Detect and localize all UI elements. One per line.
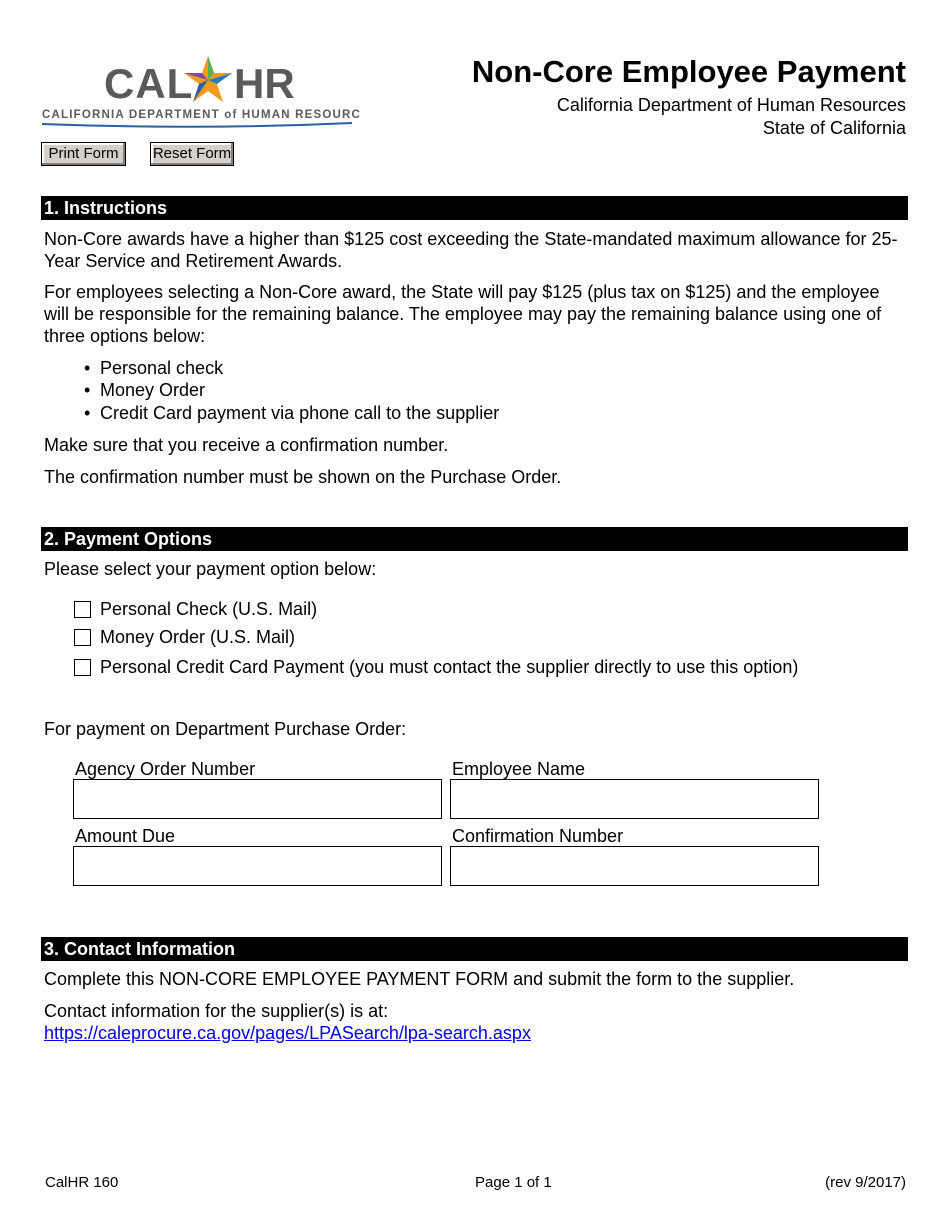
logo-cal-text: CAL bbox=[104, 60, 194, 107]
list-item-label: Personal check bbox=[100, 358, 224, 378]
contact-para-2: Contact information for the supplier(s) is at: bbox=[44, 1001, 389, 1021]
option-label: Personal Credit Card Payment (you must contact the supplier directly to use this option) bbox=[100, 657, 799, 677]
section-instructions-heading: 1. Instructions bbox=[41, 196, 908, 220]
option-money-order bbox=[74, 626, 295, 648]
list-item bbox=[84, 379, 205, 401]
payment-prompt: Please select your payment option below: bbox=[44, 559, 377, 579]
amount-due-field[interactable] bbox=[73, 846, 442, 886]
amount-due-label: Amount Due bbox=[75, 826, 176, 846]
list-item bbox=[84, 402, 499, 424]
confirmation-number-label: Confirmation Number bbox=[452, 826, 624, 846]
instructions-para-1: Non-Core awards have a higher than $125 cost exceeding the State-mandated maximum allowance for 25-Year Service and Retirement Awards. bbox=[44, 229, 898, 271]
section-contact-heading: 3. Contact Information bbox=[41, 937, 908, 961]
employee-name-label: Employee Name bbox=[452, 759, 586, 779]
personal-check-checkbox[interactable] bbox=[74, 601, 91, 618]
money-order-checkbox[interactable] bbox=[74, 629, 91, 646]
reset-form-button[interactable]: Reset Form bbox=[150, 142, 234, 166]
logo-swoosh bbox=[42, 123, 352, 127]
calhr-logo bbox=[40, 52, 360, 132]
instructions-para-4: The confirmation number must be shown on the Purchase Order. bbox=[44, 467, 562, 487]
contact-para-1: Complete this NON-CORE EMPLOYEE PAYMENT FORM and submit the form to the supplier. bbox=[44, 969, 795, 989]
section-payment-options-heading: 2. Payment Options bbox=[41, 527, 908, 551]
option-label: Personal Check (U.S. Mail) bbox=[100, 599, 318, 619]
calhr-logo-graphic bbox=[40, 52, 360, 132]
state-name: State of California bbox=[762, 118, 906, 138]
agency-order-number-field[interactable] bbox=[73, 779, 442, 819]
list-item-label: Credit Card payment via phone call to the supplier bbox=[100, 403, 500, 423]
page-number: Page 1 of 1 bbox=[475, 1174, 552, 1191]
instructions-para-3: Make sure that you receive a confirmation number. bbox=[44, 435, 449, 455]
revision: (rev 9/2017) bbox=[825, 1174, 906, 1191]
supplier-link[interactable]: https://caleprocure.ca.gov/pages/LPASearch/lpa-search.aspx bbox=[44, 1023, 531, 1043]
logo-subtext: CALIFORNIA DEPARTMENT of HUMAN RESOURCES bbox=[42, 109, 360, 121]
option-credit-card bbox=[74, 656, 798, 678]
supplier-link-row bbox=[44, 1022, 904, 1044]
credit-card-checkbox[interactable] bbox=[74, 659, 91, 676]
list-item-label: Money Order bbox=[100, 380, 206, 400]
logo-hr-text: HR bbox=[234, 60, 295, 107]
confirmation-number-field[interactable] bbox=[450, 846, 819, 886]
page-title: Non-Core Employee Payment bbox=[471, 54, 906, 89]
instructions-para-2: For employees selecting a Non-Core award, the State will pay $125 (plus tax on $125) and the employee will be responsible for the remaining balance. The employee may pay the remaining balance using one of three options below: bbox=[44, 282, 882, 346]
list-item bbox=[84, 357, 223, 379]
print-form-button[interactable]: Print Form bbox=[41, 142, 126, 166]
purchase-order-prompt: For payment on Department Purchase Order: bbox=[44, 719, 407, 739]
option-personal-check bbox=[74, 598, 317, 620]
employee-name-field[interactable] bbox=[450, 779, 819, 819]
form-id: CalHR 160 bbox=[45, 1174, 119, 1191]
agency-order-number-label: Agency Order Number bbox=[75, 759, 256, 779]
department-name: California Department of Human Resources bbox=[556, 95, 906, 115]
option-label: Money Order (U.S. Mail) bbox=[100, 627, 296, 647]
